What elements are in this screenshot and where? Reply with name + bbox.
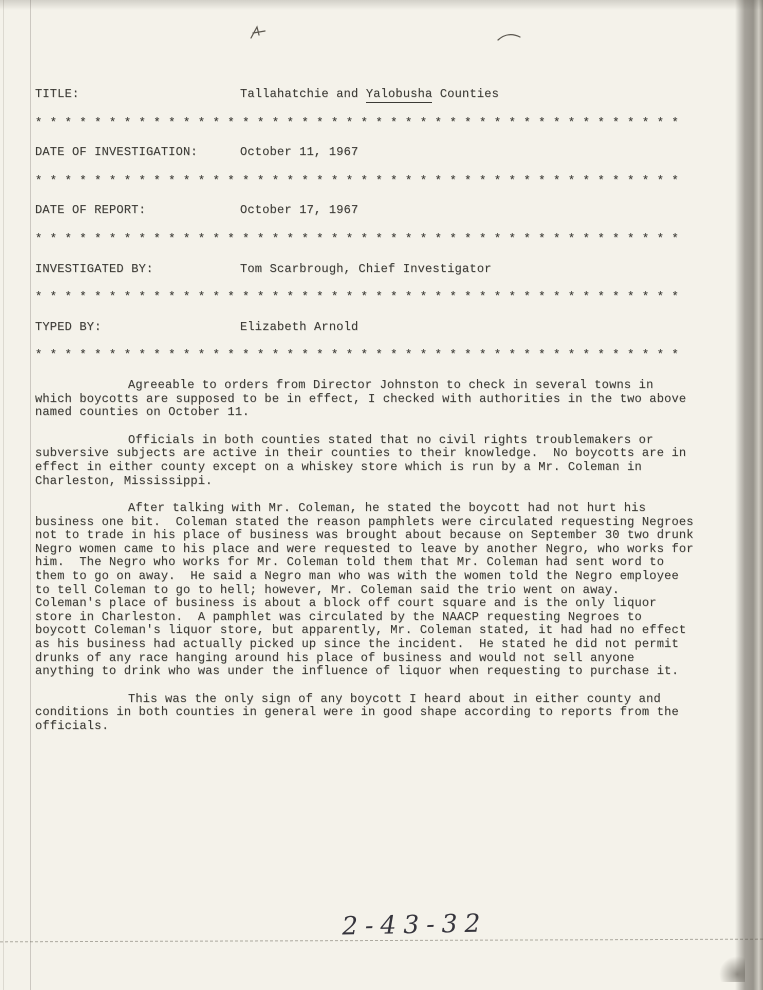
field-label-investigated-by: INVESTIGATED BY: — [35, 261, 154, 276]
field-value-date-of-investigation: October 11, 1967 — [240, 145, 359, 160]
paragraph: Agreeable to orders from Director Johnston to check in several towns in which boycotts are supposed to be in effect, I checked with authorities in the two above named counties on October 11. — [35, 377, 694, 420]
field-investigated-by — [35, 263, 697, 277]
field-value-date-of-report: October 17, 1967 — [240, 203, 359, 218]
field-date-of-investigation — [35, 146, 697, 160]
pen-mark-icon — [496, 30, 522, 49]
asterisk-separator: * * * * * * * * * * * * * * * * * * * * * * * * * * * * * * * * * * * * * * * * * * * * — [35, 349, 679, 363]
title-text-post: Counties — [432, 87, 500, 101]
field-label-date-of-investigation: DATE OF INVESTIGATION: — [35, 145, 198, 160]
pen-mark-icon — [248, 24, 270, 47]
asterisk-separator: * * * * * * * * * * * * * * * * * * * * * * * * * * * * * * * * * * * * * * * * * * * * — [35, 232, 679, 246]
paragraph: This was the only sign of any boycott I heard about in either county and conditions in both counties in general were in good shape according to reports from the officials. — [35, 691, 687, 733]
page-edge-line — [3, 0, 4, 990]
fold-line — [30, 0, 31, 990]
title-text-pre: Tallahatchie and — [240, 87, 366, 101]
paragraph: After talking with Mr. Coleman, he stated the boycott had not hurt his business one bit. Coleman stated the reason pamphlets were circulated requesting Negroes not to trade in his place of business was brought about because on September 30 two drunk Negro women came to his place and were requested to leave by another Negro, who works for him. The Negro who works for Mr. Coleman told them that Mr. Coleman had sent word to them to go on away. He said a Negro man who was with the women told the Negro employee to tell Coleman to go to hell; however, Mr. Coleman said the trio went on away. Coleman's place of business is about a block off court square and is the only liquor store in Charleston. A pamphlet was circulated by the NAACP requesting Negroes to boycott Coleman's liquor store, but apparently, Mr. Coleman stated, it had had no effect as his business had actually picked up since the incident. He stated he did not permit drunks of any race hanging around his place of business and would not sell anyone anything to drink who was under the influence of liquor when requesting to purchase it. — [35, 501, 702, 679]
field-value-title — [240, 88, 499, 102]
field-label-date-of-report: DATE OF REPORT: — [35, 203, 147, 218]
title-text-underlined: Yalobusha — [365, 87, 433, 101]
field-label-title: TITLE: — [35, 87, 80, 101]
field-value-typed-by: Elizabeth Arnold — [240, 319, 359, 334]
handwritten-archive-code: 2-43-32 — [341, 908, 488, 941]
field-title — [35, 88, 697, 102]
document-content — [35, 87, 702, 748]
field-typed-by — [35, 321, 697, 335]
field-value-investigated-by: Tom Scarbrough, Chief Investigator — [240, 261, 492, 276]
scan-shadow-top — [0, 0, 763, 10]
field-label-typed-by: TYPED BY: — [35, 319, 102, 334]
scan-shadow-right — [735, 0, 763, 990]
asterisk-separator: * * * * * * * * * * * * * * * * * * * * * * * * * * * * * * * * * * * * * * * * * * * * — [35, 291, 679, 305]
asterisk-separator: * * * * * * * * * * * * * * * * * * * * * * * * * * * * * * * * * * * * * * * * * * * * — [35, 116, 679, 130]
paragraph: Officials in both counties stated that no civil rights troublemakers or subversive subjects are active in their counties to their knowledge. No boycotts are in effect in either county except on a whiskey store which is run by a Mr. Coleman in Charleston, Mississippi. — [35, 432, 694, 488]
corner-smudge — [719, 956, 745, 982]
field-date-of-report — [35, 204, 697, 218]
asterisk-separator: * * * * * * * * * * * * * * * * * * * * * * * * * * * * * * * * * * * * * * * * * * * * — [35, 174, 679, 188]
